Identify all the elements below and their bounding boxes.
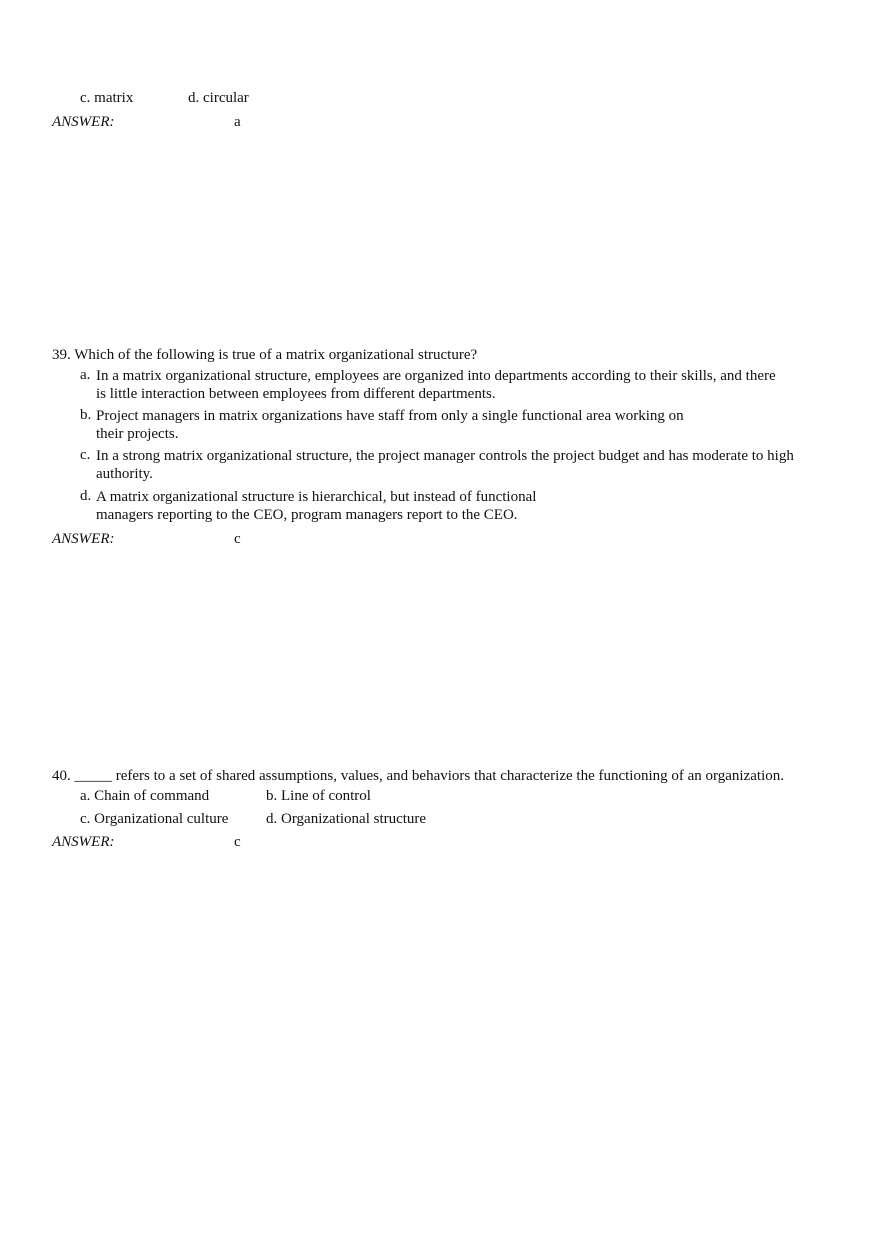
option-letter: a. [80,788,91,804]
q38-option-c [80,89,133,107]
q40-option-b [266,787,371,805]
option-letter: b. [80,407,92,423]
q40-option-d [266,810,426,828]
option-letter: a. [80,367,91,383]
option-letter: c. [80,447,91,463]
q39-option-c [80,447,800,483]
option-text: matrix [94,90,134,106]
option-letter: d. [188,90,200,106]
option-letter: b. [266,788,278,804]
q39-option-d [80,488,800,524]
q40-option-a [80,787,209,805]
q40-option-c [80,810,228,828]
q40-answer-label: ANSWER: [52,834,115,850]
option-text: Organizational structure [281,811,427,827]
option-text: In a matrix organizational structure, employees are organized into departments according to their skills, and there is little interaction between employees from different departments. [96,368,776,402]
option-text: Project managers in matrix organizations have staff from only a single functional area working on their projects. [96,408,684,442]
option-text: A matrix organizational structure is hierarchical, but instead of functional managers reporting to the CEO, program managers report to the CEO. [96,489,537,523]
q38-option-d [188,89,249,107]
question-text: Which of the following is true of a matrix organizational structure? [74,347,478,363]
q39-answer-label: ANSWER: [52,531,115,547]
option-letter: d. [266,811,278,827]
option-text: In a strong matrix organizational structure, the project manager controls the project budget and has moderate to high authority. [96,448,794,482]
option-text: circular [203,90,249,106]
q38-answer-value: a [234,114,241,130]
option-text: Chain of command [94,788,210,804]
q39-answer-value: c [234,531,241,547]
option-letter: c. [80,811,91,827]
q39-option-a [80,367,800,403]
q39-stem [52,346,477,364]
option-letter: c. [80,90,91,106]
question-number: 40. [52,768,71,784]
option-letter: d. [80,488,92,504]
option-text: Organizational culture [94,811,229,827]
q40-answer-value: c [234,834,241,850]
q40-stem [52,767,784,785]
question-number: 39. [52,347,71,363]
q39-option-b [80,407,800,443]
option-text: Line of control [281,788,371,804]
question-text: _____ refers to a set of shared assumptions, values, and behaviors that characterize the functioning of an organization. [74,768,784,784]
q38-answer-label: ANSWER: [52,114,115,130]
